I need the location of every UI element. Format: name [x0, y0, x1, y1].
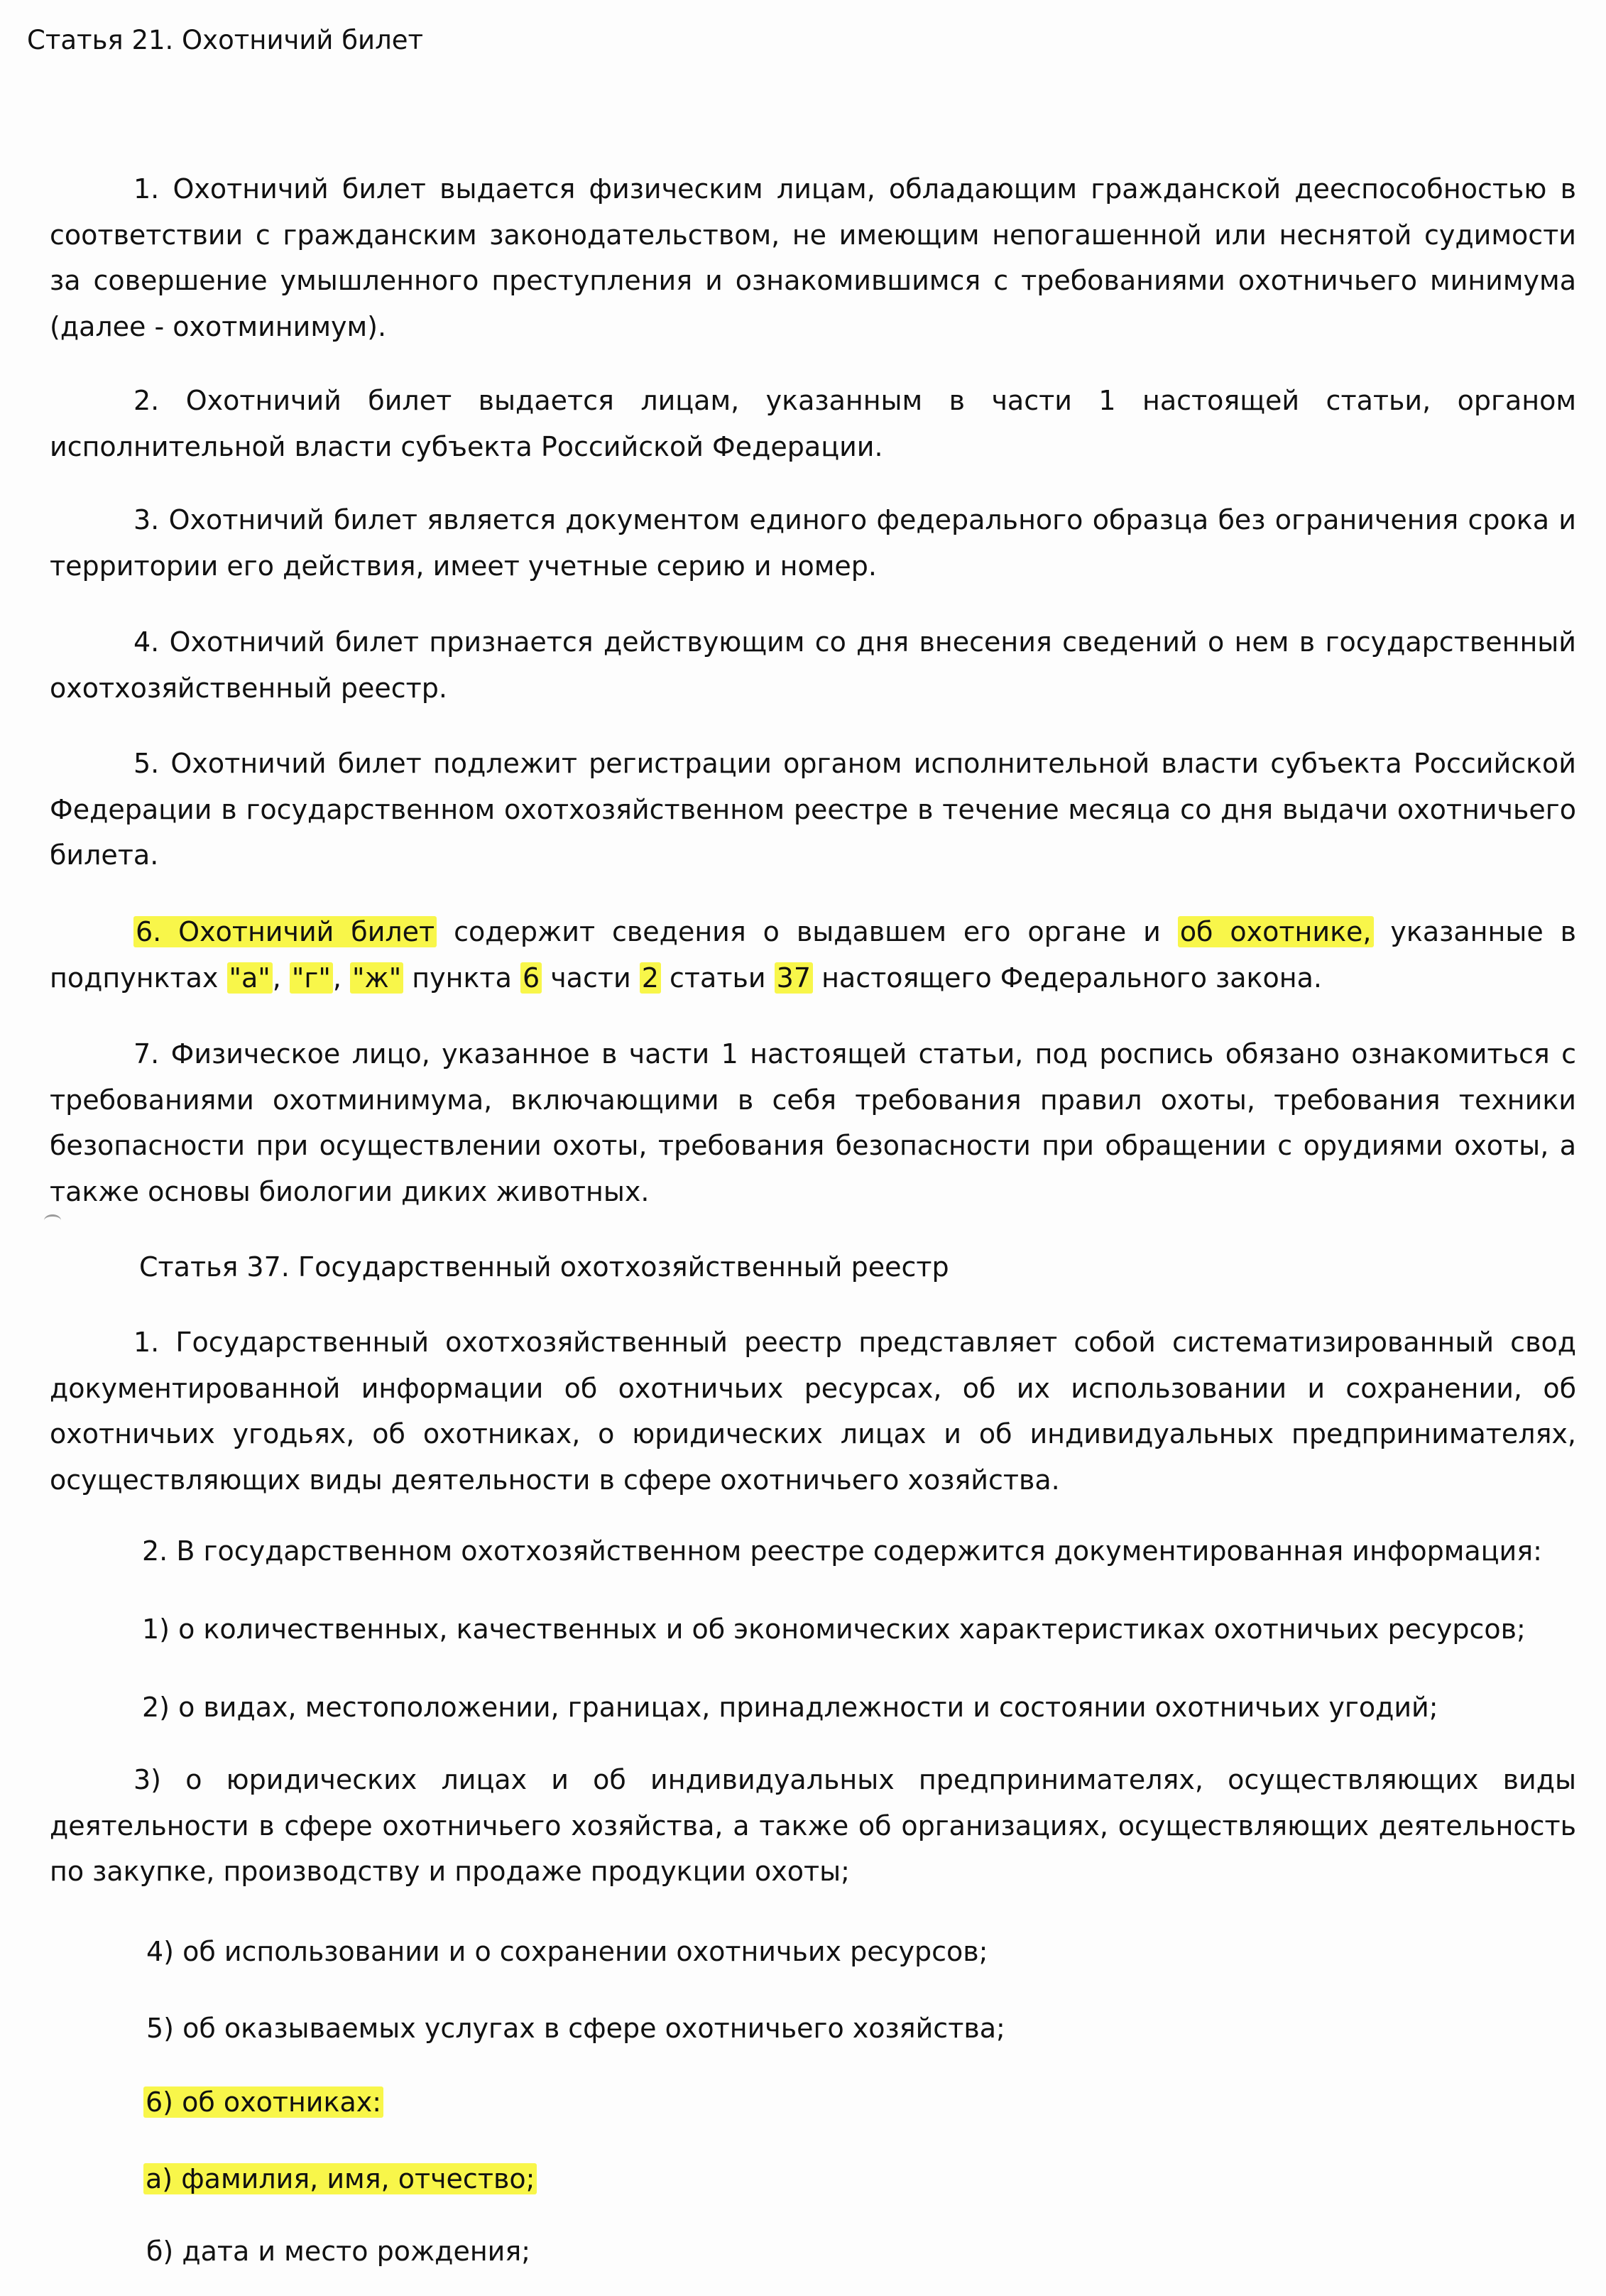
- scan-smudge-mark: [44, 1214, 61, 1226]
- paragraph-6-text-1: содержит сведения о выдавшем его органе и: [437, 916, 1178, 947]
- highlight-subitem-g: "г": [290, 962, 333, 994]
- article-21-title: Статья 21. Охотничий билет: [27, 25, 424, 55]
- highlight-article-37: 37: [775, 962, 813, 994]
- highlight-about-hunter: об охотнике,: [1178, 916, 1374, 947]
- article-21-paragraph-2: 2. Охотничий билет выдается лицам, указанным в части 1 настоящей статьи, органом исполнительной власти субъекта Российской Федерации.: [50, 385, 1576, 462]
- highlight-part-2: 2: [640, 962, 661, 994]
- highlight-hunting-ticket: 6. Охотничий билет: [133, 916, 437, 947]
- article-37-paragraph-1: 1. Государственный охотхозяйственный реестр представляет собой систематизированный свод документированной информации об охотничьих ресурсах, об их использовании и сохранении, об охотничьих угодьях, об охотниках, о юридических лицах и об индивидуальных предпринимателях, осуществляющих виды деятельности в сфере охотничьего хозяйства.: [50, 1327, 1576, 1496]
- register-item-3: 3) о юридических лицах и об индивидуальных предпринимателях, осуществляющих виды деятельности в сфере охотничьего хозяйства, а также об организациях, осуществляющих деятельность по закупке, производству и продаже продукции охоты;: [50, 1764, 1576, 1887]
- highlight-about-hunters: 6) об охотниках:: [143, 2086, 383, 2118]
- highlight-item-6: 6: [520, 962, 542, 994]
- paragraph-6-text-4: части: [542, 962, 640, 994]
- paragraph-6-text-2: указанные в подпунктах: [50, 916, 1577, 994]
- article-37-paragraph-2: 2. В государственном охотхозяйственном реестре содержится документированная информация:: [142, 1535, 1542, 1567]
- article-21-paragraph-7: 7. Физическое лицо, указанное в части 1 настоящей статьи, под роспись обязано ознакомиться с требованиями охотминимума, включающими в себя требования правил охоты, требования техники безопасности при осуществлении охоты, требования безопасности при обращении с орудиями охоты, а также основы биологии диких животных.: [50, 1038, 1576, 1207]
- article-21-paragraph-5: 5. Охотничий билет подлежит регистрации органом исполнительной власти субъекта Российской Федерации в государственном охотхозяйственном реестре в течение месяца со дня выдачи охотничьего билета.: [50, 748, 1576, 871]
- highlight-full-name: а) фамилия, имя, отчество;: [143, 2163, 537, 2194]
- register-item-6: [143, 2081, 383, 2123]
- highlight-subitem-zh: "ж": [350, 962, 403, 994]
- article-21-paragraph-1: 1. Охотничий билет выдается физическим лицам, обладающим гражданской дееспособностью в соответствии с гражданским законодательством, не имеющим непогашенной или неснятой судимости за совершение умышленного преступления и ознакомившимся с требованиями охотничьего минимума (далее - охотминимум).: [50, 173, 1576, 342]
- paragraph-6-separator-1: ,: [272, 962, 290, 994]
- highlight-subitem-a: "а": [227, 962, 273, 994]
- register-item-5: 5) об оказываемых услугах в сфере охотничьего хозяйства;: [146, 2013, 1005, 2044]
- register-item-6b: б) дата и место рождения;: [146, 2236, 531, 2267]
- register-item-2: 2) о видах, местоположении, границах, принадлежности и состоянии охотничьих угодий;: [142, 1692, 1438, 1723]
- register-item-4: 4) об использовании и о сохранении охотничьих ресурсов;: [146, 1936, 988, 1967]
- paragraph-6-text-3: пункта: [403, 962, 520, 994]
- register-item-6a: [143, 2158, 537, 2200]
- register-item-1: 1) о количественных, качественных и об экономических характеристиках охотничьих ресурсов;: [142, 1614, 1526, 1645]
- article-21-paragraph-4: 4. Охотничий билет признается действующим со дня внесения сведений о нем в государственный охотхозяйственный реестр.: [50, 626, 1576, 704]
- paragraph-6-text-5: статьи: [660, 962, 775, 994]
- article-37-title: Статья 37. Государственный охотхозяйственный реестр: [139, 1251, 949, 1283]
- article-21-paragraph-6: [50, 909, 1576, 1001]
- article-21-paragraph-3: 3. Охотничий билет является документом единого федерального образца без ограничения срока и территории его действия, имеет учетные серию и номер.: [50, 504, 1576, 582]
- paragraph-6-separator-2: ,: [332, 962, 351, 994]
- paragraph-6-text-6: настоящего Федерального закона.: [813, 962, 1322, 994]
